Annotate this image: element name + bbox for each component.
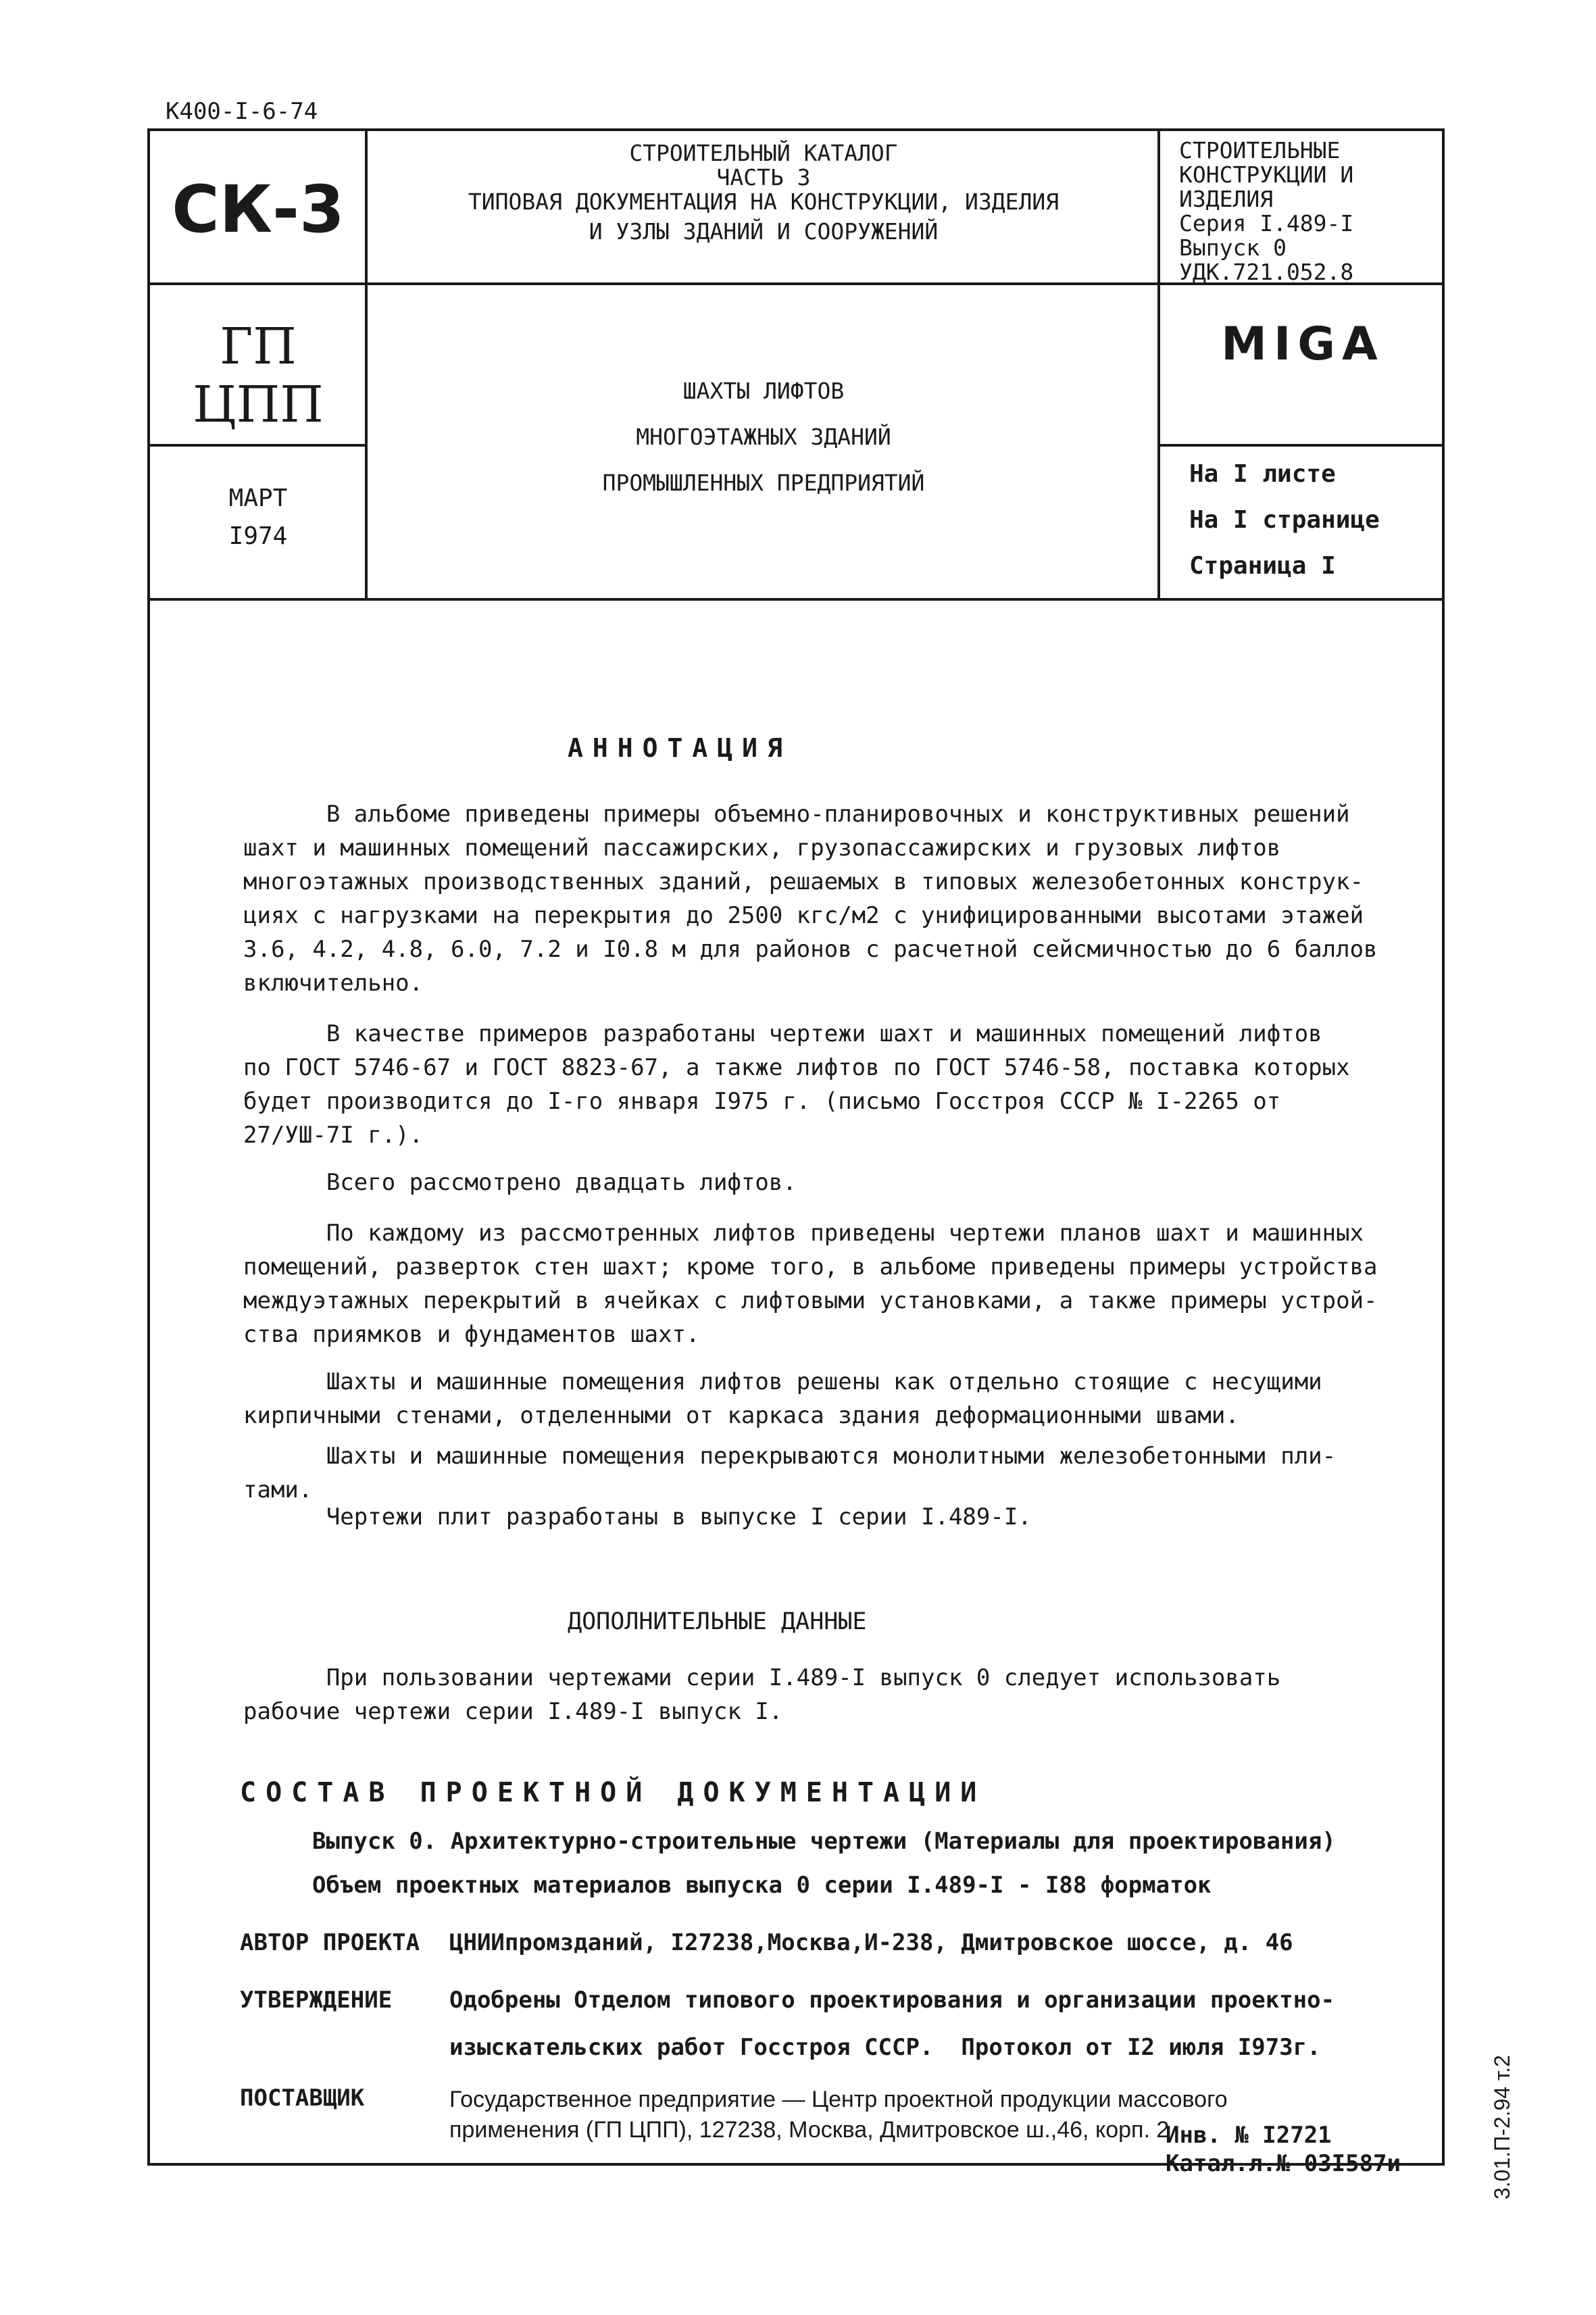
annotation-paragraph: По каждому из рассмотренных лифтов приведены чертежи планов шахт и машинных помещений, разверток стен шахт; кроме того, в альбоме приведены примеры устройства междуэтажных перекрытий в ячейках с лифтовыми установками, а также примеры устрой- ства приямков и фундаментов шахт.	[243, 1220, 1378, 1348]
catalog-title-line: ЧАСТЬ 3	[716, 164, 811, 191]
series-info	[1179, 139, 1436, 284]
date-line: МАРТ	[228, 484, 288, 512]
annotation-paragraph: В качестве примеров разработаны чертежи шахт и машинных помещений лифтов по ГОСТ 5746-67 и ГОСТ 8823-67, а также лифтов по ГОСТ 5746-58, поставка которых будет производится до I-го января I975 г. (письмо Госстроя СССР № I-2265 от 27/УШ-7I г.).	[243, 1020, 1350, 1149]
annotation-paragraph: Чертежи плит разработаны в выпуске I серии I.489-I.	[243, 1503, 1032, 1530]
sheet-line: На I странице	[1189, 506, 1380, 534]
date-line: I974	[228, 522, 288, 550]
author-value: ЦНИИпромзданий, I27238,Москва,И-238, Дмитровское шоссе, д. 46	[449, 1929, 1293, 1956]
title-line: ПРОМЫШЛЕННЫХ ПРЕДПРИЯТИЙ	[602, 470, 925, 496]
right-cell-divider	[1157, 444, 1445, 447]
title-line: МНОГОЭТАЖНЫХ ЗДАНИЙ	[636, 424, 891, 450]
approval-line: изыскательских работ Госстроя СССР. Протокол от I2 июля I973г.	[449, 2034, 1321, 2061]
composition-heading: СОСТАВ ПРОЕКТНОЙ ДОКУМЕНТАЦИИ	[240, 1777, 987, 1808]
side-code: 3.01.П-2.94 т.2	[1490, 2055, 1514, 2199]
sheet-info	[1189, 451, 1380, 589]
issue-date	[150, 480, 366, 555]
annotation-paragraph: В альбоме приведены примеры объемно-планировочных и конструктивных решений шахт и машинных помещений пассажирских, грузопассажирских и грузовых лифтов многоэтажных производственных зданий, решаемых в типовых железобетонных конструк- циях с нагрузками на перекрытия до 2500 кгс/м2 с унифицированными высотами этажей 3.6, 4.2, 4.8, 6.0, 7.2 и I0.8 м для районов с расчетной сейсмичностью до 6 баллов включительно.	[243, 801, 1378, 997]
additional-heading: ДОПОЛНИТЕЛЬНЫЕ ДАННЫЕ	[568, 1608, 867, 1635]
composition-line: Объем проектных материалов выпуска 0 серии I.489-I - I88 форматок	[312, 1872, 1212, 1899]
series-line: Серия I.489-I	[1179, 210, 1354, 237]
org-line: ЦПП	[193, 376, 324, 434]
series-line: СТРОИТЕЛЬНЫЕ	[1179, 137, 1341, 164]
left-cell-divider	[147, 444, 367, 447]
approval-line: Одобрены Отделом типового проектирования и организации проектно-	[449, 1987, 1335, 2014]
sheet-line: На I листе	[1189, 460, 1336, 488]
catalog-sheet-number: Катал.л.№ 03I587и	[1166, 2150, 1401, 2177]
sheet-line: Страница I	[1189, 552, 1336, 580]
series-line: ИЗДЕЛИЯ	[1179, 186, 1274, 212]
catalog-title	[368, 139, 1159, 247]
series-line: Выпуск 0	[1179, 234, 1287, 261]
series-line: КОНСТРУКЦИИ И	[1179, 161, 1354, 188]
catalog-title-line: И УЗЛЫ ЗДАНИЙ И СООРУЖЕНИЙ	[589, 218, 939, 245]
catalog-title-line: СТРОИТЕЛЬНЫЙ КАТАЛОГ	[629, 140, 898, 166]
organization	[150, 318, 366, 434]
series-line: УДК.721.052.8	[1179, 259, 1354, 285]
catalog-title-line: ТИПОВАЯ ДОКУМЕНТАЦИЯ НА КОНСТРУКЦИИ, ИЗДЕЛИЯ	[468, 189, 1059, 215]
annotation-heading: АННОТАЦИЯ	[568, 733, 792, 763]
approval-label: УТВЕРЖДЕНИЕ	[240, 1987, 393, 2014]
org-line: ГП	[220, 318, 297, 376]
document-title	[368, 368, 1159, 506]
composition-line: Выпуск 0. Архитектурно-строительные чертежи (Материалы для проектирования)	[312, 1828, 1336, 1855]
inventory-number: Инв. № I2721	[1166, 2122, 1332, 2149]
title-line: ШАХТЫ ЛИФТОВ	[682, 378, 845, 404]
miga-mark: MIGA	[1221, 318, 1385, 371]
annotation-paragraph: Шахты и машинные помещения лифтов решены как отдельно стоящие с несущими кирпичными стенами, отделенными от каркаса здания деформационными швами.	[243, 1368, 1322, 1429]
supplier-label: ПОСТАВЩИК	[240, 2085, 365, 2112]
catalog-code: СК-3	[172, 172, 345, 247]
author-label: АВТОР ПРОЕКТА	[240, 1929, 420, 1956]
header-divider-bottom	[147, 598, 1445, 601]
annotation-paragraph: Всего рассмотрено двадцать лифтов.	[243, 1169, 797, 1196]
supplier-line: Государственное предприятие — Центр проектной продукции массового	[449, 2087, 1228, 2112]
document-code: К400-I-6-74	[166, 98, 318, 125]
additional-text: При пользовании чертежами серии I.489-I выпуск 0 следует использовать рабочие чертежи серии I.489-I выпуск I.	[243, 1664, 1281, 1725]
annotation-paragraph: Шахты и машинные помещения перекрываются монолитными железобетонными пли- тами.	[243, 1443, 1337, 1503]
supplier-line: применения (ГП ЦПП), 127238, Москва, Дмитровское ш.,46, корп. 2	[449, 2117, 1170, 2143]
